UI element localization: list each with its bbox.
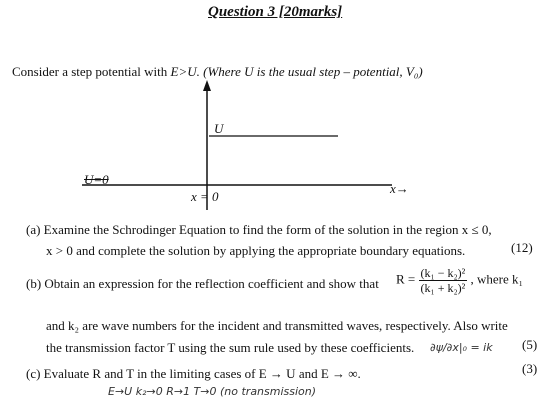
part-b-line2: and k₂ are wave numbers for the incident and transmitted waves, respectively. Also write: [46, 318, 508, 333]
r-equals: R =: [396, 271, 416, 287]
intro-lead: Consider a step potential with: [12, 64, 171, 79]
label-u: U: [214, 121, 224, 136]
handwritten-bottom-note: E→U k₂→0 R→1 T→0 (no transmission): [108, 385, 317, 398]
fraction-denominator: (k₁ + k₂)²: [420, 281, 466, 295]
part-b-line3: the transmission factor T using the sum rule used by these coefficients.: [46, 340, 415, 355]
part-a-line2: x > 0 and complete the solution by applying the appropriate boundary equations.: [46, 243, 466, 258]
part-c-marks: (3): [522, 361, 538, 376]
part-c-line1: (c) Evaluate R and T in the limiting cases of E → U and E → ∞.: [26, 366, 361, 381]
label-u-zero: U=0: [84, 172, 109, 187]
part-b-marks: (5): [522, 337, 538, 352]
label-x-arrow: x→: [390, 181, 409, 196]
intro-condition: E>U. (Where U is the usual step – potential, V₀): [170, 64, 423, 79]
question-title: Question 3 [20marks]: [208, 4, 343, 20]
handwritten-margin-note: ∂ψ/∂x|₀ = ik: [430, 341, 493, 354]
fraction-numerator: (k₁ − k₂)²: [420, 266, 466, 280]
part-b-line1: (b) Obtain an expression for the reflection coefficient and show that: [26, 276, 379, 291]
part-a-marks: (12): [511, 240, 533, 255]
formula-tail: , where k₁: [470, 271, 524, 287]
reflection-formula: [396, 266, 523, 295]
y-axis-arrowhead: [203, 80, 211, 91]
part-a-line1: (a) Examine the Schrodinger Equation to find the form of the solution in the region x ≤ 0,: [26, 222, 492, 237]
label-x-zero: x = 0: [191, 189, 219, 204]
reflection-fraction: [419, 266, 468, 295]
